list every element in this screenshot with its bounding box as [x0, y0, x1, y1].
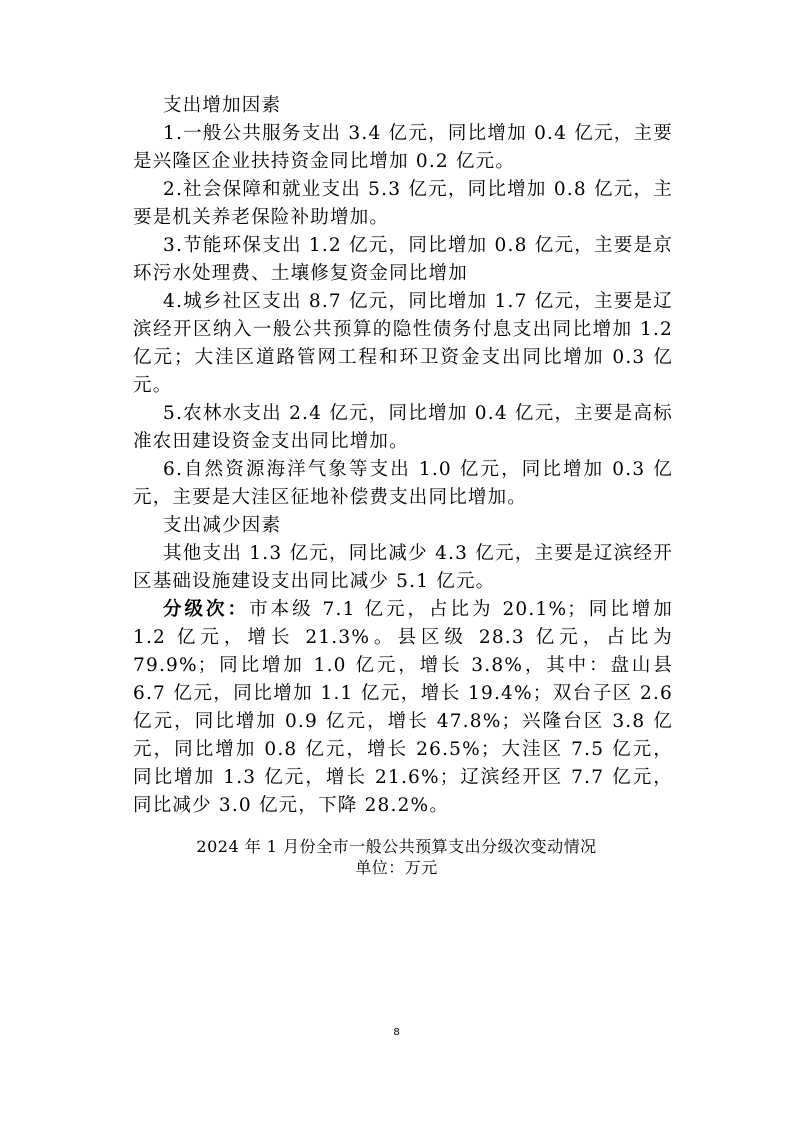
decrease-factors-heading: 支出减少因素	[163, 515, 282, 536]
level-paragraph	[133, 596, 673, 820]
document-body	[133, 92, 673, 820]
level-text: 市本级 7.1 亿元，占比为 20.1%；同比增加 1.2 亿元，增长 21.3%。县区级 28.3 亿元，占比为 79.9%；同比增加 1.0 亿元，增长 3.8%，其中：盘山县 6.7 亿元，同比增加 1.1 亿元，增长 19.4%；双台子区 2.6 亿元，同比增加 0.9 亿元，增长 47.8%；兴隆台区 3.8 亿元，同比增加 0.8 亿元，增长 26.5%；大洼区 7.5 亿元，同比增加 1.3 亿元，增长 21.6%；辽滨经开区 7.7 亿元，同比减少 3.0 亿元，下降 28.2%。	[133, 599, 673, 816]
increase-item-2: 2.社会保障和就业支出 5.3 亿元，同比增加 0.8 亿元，主要是机关养老保险补助增加。	[133, 179, 673, 228]
increase-item-5: 5.农林水支出 2.4 亿元，同比增加 0.4 亿元，主要是高标准农田建设资金支出同比增加。	[133, 403, 673, 452]
table-caption-unit: 单位：万元	[355, 858, 438, 877]
decrease-item: 其他支出 1.3 亿元，同比减少 4.3 亿元，主要是辽滨经开区基础设施建设支出同比减少 5.1 亿元。	[133, 543, 673, 592]
page-number: 8	[393, 1027, 400, 1038]
level-label: 分级次：	[163, 599, 250, 620]
increase-item-1: 1.一般公共服务支出 3.4 亿元，同比增加 0.4 亿元，主要是兴隆区企业扶持资金同比增加 0.2 亿元。	[133, 123, 673, 172]
increase-item-4: 4.城乡社区支出 8.7 亿元，同比增加 1.7 亿元，主要是辽滨经开区纳入一般公共预算的隐性债务付息支出同比增加 1.2 亿元；大洼区道路管网工程和环卫资金支出同比增加 0.3 亿元。	[133, 291, 673, 396]
increase-factors-heading: 支出增加因素	[163, 95, 282, 116]
table-caption-title: 2024 年 1 月份全市一般公共预算支出分级次变动情况	[196, 837, 597, 856]
increase-item-3: 3.节能环保支出 1.2 亿元，同比增加 0.8 亿元，主要是京环污水处理费、土壤修复资金同比增加	[133, 235, 673, 284]
increase-item-6: 6.自然资源海洋气象等支出 1.0 亿元，同比增加 0.3 亿元，主要是大洼区征地补偿费支出同比增加。	[133, 459, 673, 508]
